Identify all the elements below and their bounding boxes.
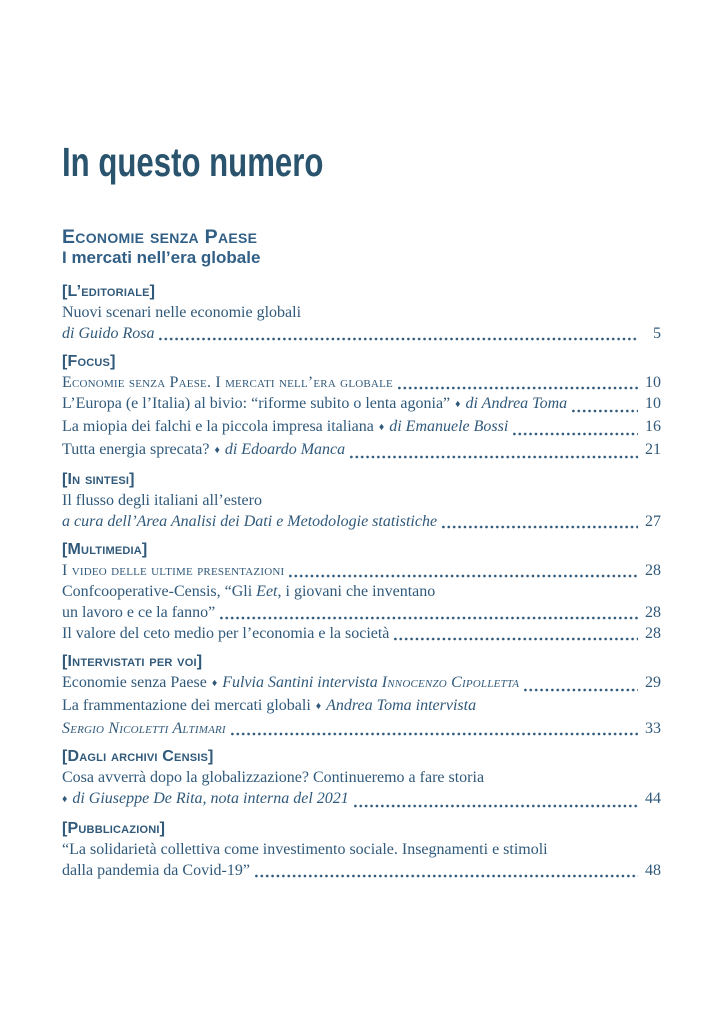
issue-theme xyxy=(62,226,661,268)
section-label: [Focus] xyxy=(62,353,116,370)
entry-segment: di Guido Rosa xyxy=(62,325,155,342)
entry-text xyxy=(62,602,215,623)
page-title-text: In questo numero xyxy=(62,139,324,185)
page-number: 27 xyxy=(645,513,661,530)
page-title xyxy=(62,141,661,183)
toc-line xyxy=(62,602,661,623)
entry-text xyxy=(62,839,548,860)
leader-dots xyxy=(442,525,638,529)
entry-segment: “La solidarietà collettiva come investimento sociale. Insegnamenti e stimoli xyxy=(62,841,548,858)
page-number: 44 xyxy=(645,790,661,807)
diamond-icon: ♦ xyxy=(455,398,461,410)
toc-line xyxy=(62,788,661,811)
page-number: 28 xyxy=(645,625,661,642)
page-number: 16 xyxy=(645,418,661,435)
entry-segment: I video delle ultime presentazioni xyxy=(62,562,285,579)
entry-text xyxy=(62,323,154,344)
leader-dots xyxy=(289,574,638,578)
entry-text xyxy=(62,560,284,581)
entry-text xyxy=(62,767,484,788)
page-number: 48 xyxy=(645,862,661,879)
toc-line xyxy=(62,623,661,644)
toc-line xyxy=(62,767,661,788)
diamond-icon: ♦ xyxy=(378,421,385,433)
entry-segment: Fulvia Santini intervista xyxy=(222,674,382,691)
entry-segment: Nuovi scenari nelle economie globali xyxy=(62,304,302,321)
leader-dots xyxy=(398,386,638,390)
toc-line xyxy=(62,490,661,511)
leader-dots xyxy=(220,616,638,620)
entry-segment: di Emanuele Bossi xyxy=(389,418,509,435)
entry-text xyxy=(62,623,389,644)
entry-text xyxy=(62,695,476,718)
entry-segment: Il valore del ceto medio per l’economia e la società xyxy=(62,625,390,642)
entry-text xyxy=(62,372,393,393)
leader-dots xyxy=(572,409,638,413)
entry-segment: Eet xyxy=(256,583,278,600)
issue-subtitle: I mercati nell’era globale xyxy=(62,248,261,267)
diamond-icon: ♦ xyxy=(211,677,218,689)
toc-section xyxy=(62,351,661,462)
leader-dots xyxy=(350,455,638,459)
section-label: [Intervistati per voi] xyxy=(62,653,203,670)
toc-line xyxy=(62,416,661,439)
entry-text xyxy=(62,860,250,881)
entry-segment: di Andrea Toma xyxy=(465,395,568,412)
toc-section xyxy=(62,818,661,881)
toc-line xyxy=(62,581,661,602)
toc-line xyxy=(62,511,661,532)
entry-text xyxy=(62,490,262,511)
entry-text xyxy=(62,672,519,695)
toc-line xyxy=(62,672,661,695)
toc-section xyxy=(62,281,661,344)
leader-dots xyxy=(513,432,638,436)
toc-line xyxy=(62,439,661,462)
entry-segment: Il flusso degli italiani all’estero xyxy=(62,492,262,509)
section-label: [Pubblicazioni] xyxy=(62,820,166,837)
diamond-icon: ♦ xyxy=(214,444,220,456)
entry-text xyxy=(62,788,349,811)
entry-text xyxy=(62,718,226,739)
entry-segment: a cura dell’Area Analisi dei Dati e Metodologie statistiche xyxy=(62,513,438,530)
entry-segment: un lavoro e ce la fanno” xyxy=(62,604,216,621)
section-label: [In sintesi] xyxy=(62,471,135,488)
page-number: 10 xyxy=(645,374,661,391)
toc xyxy=(62,281,661,881)
leader-dots xyxy=(255,874,638,878)
toc-line xyxy=(62,302,661,323)
page-number: 28 xyxy=(645,562,661,579)
toc-section xyxy=(62,651,661,739)
entry-segment: Innocenzo Cipolletta xyxy=(381,674,520,691)
entry-segment: L’Europa (e l’Italia) al bivio: “riforme subito o lenta agonia” xyxy=(62,395,451,412)
entry-text xyxy=(62,439,345,462)
entry-segment: di Giuseppe De Rita, nota interna del 2021 xyxy=(72,790,349,807)
toc-line xyxy=(62,839,661,860)
leader-dots xyxy=(394,637,638,641)
section-label: [Dagli archivi Censis] xyxy=(62,748,214,765)
toc-section xyxy=(62,539,661,644)
entry-segment: Economie senza Paese xyxy=(62,674,207,691)
page-number: 33 xyxy=(645,720,661,737)
entry-segment: Tutta energia sprecata? xyxy=(62,441,210,458)
leader-dots xyxy=(231,732,638,736)
toc-line xyxy=(62,718,661,739)
toc-line xyxy=(62,323,661,344)
leader-dots xyxy=(159,337,638,341)
toc-line xyxy=(62,393,661,416)
entry-segment: Confcooperative-Censis, “Gli xyxy=(62,583,257,600)
toc-section xyxy=(62,469,661,532)
section-label: [L’editoriale] xyxy=(62,283,156,300)
entry-segment: Sergio Nicoletti Altimari xyxy=(62,720,226,737)
page-number: 28 xyxy=(645,604,661,621)
issue-title: Economie senza Paese xyxy=(62,226,258,248)
entry-text xyxy=(62,581,435,602)
page-number: 21 xyxy=(645,441,661,458)
leader-dots xyxy=(354,804,638,808)
toc-line xyxy=(62,560,661,581)
entry-segment: dalla pandemia da Covid-19” xyxy=(62,862,250,879)
toc-line xyxy=(62,695,661,718)
page-number: 10 xyxy=(645,395,661,412)
entry-segment: di Edoardo Manca xyxy=(224,441,346,458)
entry-segment: La miopia dei falchi e la piccola impresa italiana xyxy=(62,418,374,435)
entry-segment: Andrea Toma intervista xyxy=(326,697,477,714)
diamond-icon: ♦ xyxy=(62,793,68,805)
entry-segment: Cosa avverrà dopo la globalizzazione? Continueremo a fare storia xyxy=(62,769,485,786)
leader-dots xyxy=(524,688,638,692)
entry-text xyxy=(62,511,437,532)
entry-text xyxy=(62,416,508,439)
page-number: 29 xyxy=(645,674,661,691)
toc-line xyxy=(62,372,661,393)
toc-line xyxy=(62,860,661,881)
toc-section xyxy=(62,746,661,811)
diamond-icon: ♦ xyxy=(315,700,322,712)
entry-segment: La frammentazione dei mercati globali xyxy=(62,697,311,714)
page-number: 5 xyxy=(653,325,661,342)
entry-segment: Economie senza Paese. I mercati nell’era globale xyxy=(62,374,393,391)
section-label: [Multimedia] xyxy=(62,541,148,558)
entry-text xyxy=(62,393,567,416)
entry-text xyxy=(62,302,301,323)
entry-segment: , i giovani che inventano xyxy=(277,583,436,600)
